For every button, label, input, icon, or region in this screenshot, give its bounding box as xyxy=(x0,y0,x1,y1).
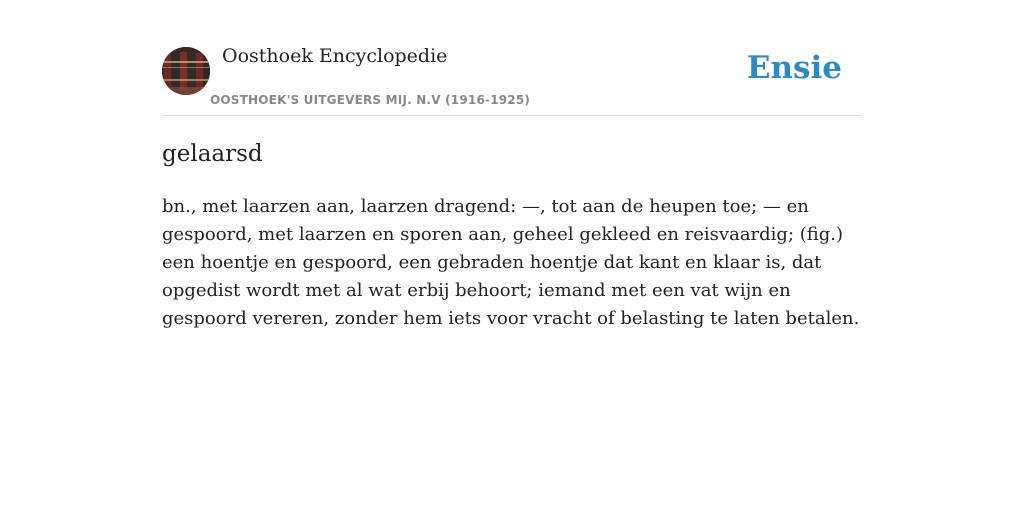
source-title[interactable]: Oosthoek Encyclopedie xyxy=(222,45,448,67)
entry-card xyxy=(162,0,862,329)
entry-definition: bn., met laarzen aan, laarzen dragend: —, tot aan de heupen toe; — en gespoord, met laarzen en sporen aan, geheel gekleed en reisvaardig; (fig.) een hoentje en gespoord, een gebraden hoentje dat kant en klaar is, dat opgedist wordt met al wat erbij behoort; iemand met een vat wijn en gespoord vereren, zonder hem iets voor vracht of belasting te laten betalen. xyxy=(162,196,860,329)
page-title: gelaarsd xyxy=(162,141,263,167)
entry-header xyxy=(162,0,862,116)
book-spines-icon[interactable] xyxy=(162,47,210,95)
ensie-logo-link[interactable]: Ensie xyxy=(746,50,842,86)
publisher-label: OOSTHOEK'S UITGEVERS MIJ. N.V (1916-1925) xyxy=(210,93,531,107)
